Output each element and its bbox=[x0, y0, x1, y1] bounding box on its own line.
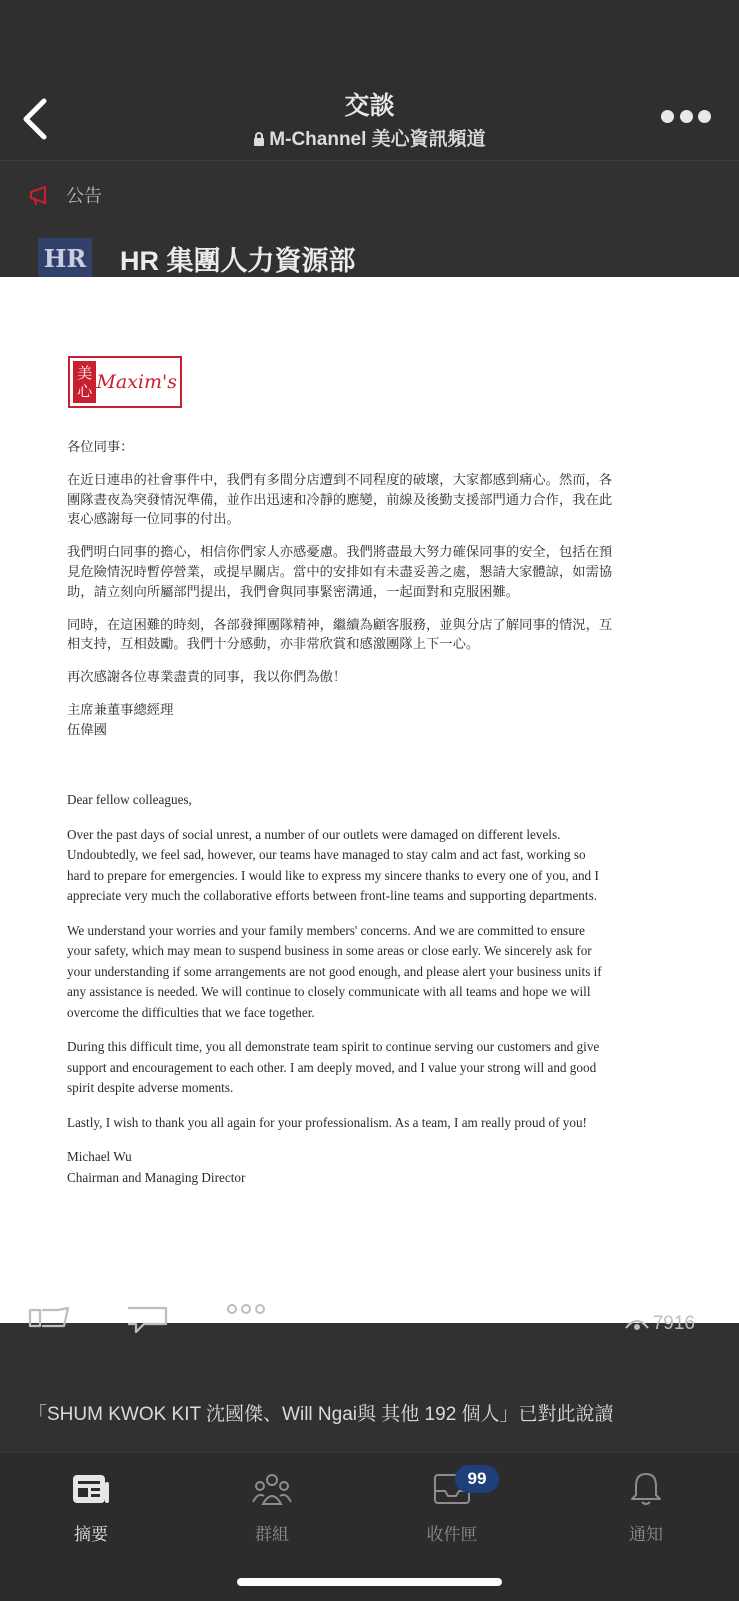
view-count bbox=[625, 1313, 695, 1335]
page-title: 交談 bbox=[344, 92, 395, 120]
view-count-value: 7916 bbox=[652, 1313, 695, 1334]
author-avatar[interactable]: HR bbox=[38, 238, 92, 278]
post-more-button[interactable] bbox=[226, 1302, 268, 1320]
top-bar bbox=[0, 0, 739, 160]
tab-label: 通知 bbox=[629, 1525, 663, 1544]
zh-greeting: 各位同事： bbox=[67, 439, 134, 454]
home-indicator[interactable] bbox=[237, 1578, 502, 1586]
news-icon bbox=[72, 1474, 110, 1504]
en-paragraph: Lastly, I wish to thank you all again for your professionalism. As a team, I am really proud of you! bbox=[67, 1114, 587, 1130]
zh-paragraph: 在近日連串的社會事件中，我們有多間分店遭到不同程度的破壞，大家都感到痛心。然而，各 團隊晝夜為突發情況準備，並作出迅速和冷靜的應變，前線及後勤支援部門通力合作，我在此 衷心感謝每一位同事的付出。 bbox=[67, 471, 613, 527]
more-options-button[interactable] bbox=[661, 103, 711, 129]
channel-subtitle bbox=[0, 124, 739, 151]
tab-groups[interactable] bbox=[217, 1469, 327, 1545]
tab-notifications[interactable] bbox=[591, 1469, 701, 1545]
read-by-text[interactable]: 「SHUM KWOK KIT 沈國傑、Will Ngai與 其他 192 個人」已對此說讀 bbox=[28, 1404, 614, 1425]
announcement-text: 公告 bbox=[66, 186, 102, 206]
zh-paragraph: 我們明白同事的擔心，相信你們家人亦感憂慮。我們將盡最大努力確保同事的安全，包括在預 見危險情況時暫停營業，或提早關店。當中的安排如有未盡妥善之處，懇請大家體諒，如需協 助，請立刻向所屬部門提出，我們會與同事緊密溝通，一起面對和克服困難。 bbox=[67, 544, 613, 599]
logo-chinese: 美 心 bbox=[73, 361, 96, 403]
logo-brand: Maxim's bbox=[96, 371, 177, 393]
tab-label: 收件匣 bbox=[426, 1525, 478, 1544]
inbox-badge: 99 bbox=[455, 1465, 499, 1493]
eye-icon bbox=[625, 1318, 649, 1330]
en-paragraph: We understand your worries and your family members' concerns. And we are committed to ensure your safety, which may mean to suspend business in some areas or close early. We sincerely ask for your understanding if some arrangements are not good enough, and please alert your business units if any assistance is needed. We will continue to closely communicate with all teams and hope we will overcome the difficulties that we face together. bbox=[67, 922, 602, 1020]
dot-icon bbox=[698, 110, 711, 123]
maxims-logo bbox=[68, 356, 182, 408]
ellipsis-icon bbox=[226, 1303, 268, 1315]
lock-icon bbox=[253, 131, 265, 147]
zh-paragraph: 再次感謝各位專業盡責的同事，我以你們為傲！ bbox=[67, 669, 347, 685]
tab-summary[interactable] bbox=[36, 1469, 146, 1545]
header-divider bbox=[0, 160, 739, 161]
letter-image[interactable] bbox=[0, 277, 739, 1323]
dot-icon bbox=[661, 110, 674, 123]
english-letter bbox=[67, 790, 672, 1202]
zh-paragraph: 同時，在這困難的時刻，各部發揮團隊精神，繼續為顧客服務，並與分店了解同事的情況，互 相支持，互相鼓勵。我們十分感動，亦非常欣賞和感激團隊上下一心。 bbox=[67, 616, 613, 652]
post-author[interactable] bbox=[38, 238, 356, 278]
chinese-letter bbox=[67, 437, 672, 753]
comment-button[interactable] bbox=[126, 1306, 168, 1341]
en-paragraph: Over the past days of social unrest, a number of our outlets were damaged on different levels. Undoubtedly, we feel sad, however, our teams have managed to stay calm and act fast, working so hard to prepare for emergencies. I would like to express my sincere thanks to every one of you, and I appreciate very much the collaborative efforts between front-line teams and supporting departments. bbox=[67, 826, 599, 903]
channel-name: M-Channel 美心資訊頻道 bbox=[269, 129, 486, 150]
announcement-label bbox=[28, 180, 102, 210]
tab-label: 群組 bbox=[255, 1525, 289, 1544]
comment-icon bbox=[126, 1306, 168, 1336]
dot-icon bbox=[680, 110, 693, 123]
bell-icon bbox=[629, 1471, 663, 1507]
author-name[interactable]: HR 集團人力資源部 bbox=[120, 245, 356, 276]
en-paragraph: During this difficult time, you all demonstrate team spirit to continue serving our customers and give support and encouragement to each other. I am deeply moved, and I value your strong will and good spirit despite adverse moments. bbox=[67, 1039, 600, 1095]
like-button[interactable] bbox=[28, 1306, 70, 1337]
thumbs-up-icon bbox=[28, 1306, 70, 1332]
tab-inbox[interactable] bbox=[397, 1469, 507, 1545]
zh-signature: 主席兼董事總經理 伍偉國 bbox=[67, 701, 174, 737]
en-signature: Michael Wu Chairman and Managing Director bbox=[67, 1149, 246, 1185]
group-icon bbox=[252, 1472, 292, 1506]
tab-label: 摘要 bbox=[74, 1525, 108, 1544]
megaphone-icon bbox=[28, 184, 56, 206]
en-greeting: Dear fellow colleagues, bbox=[67, 792, 192, 807]
